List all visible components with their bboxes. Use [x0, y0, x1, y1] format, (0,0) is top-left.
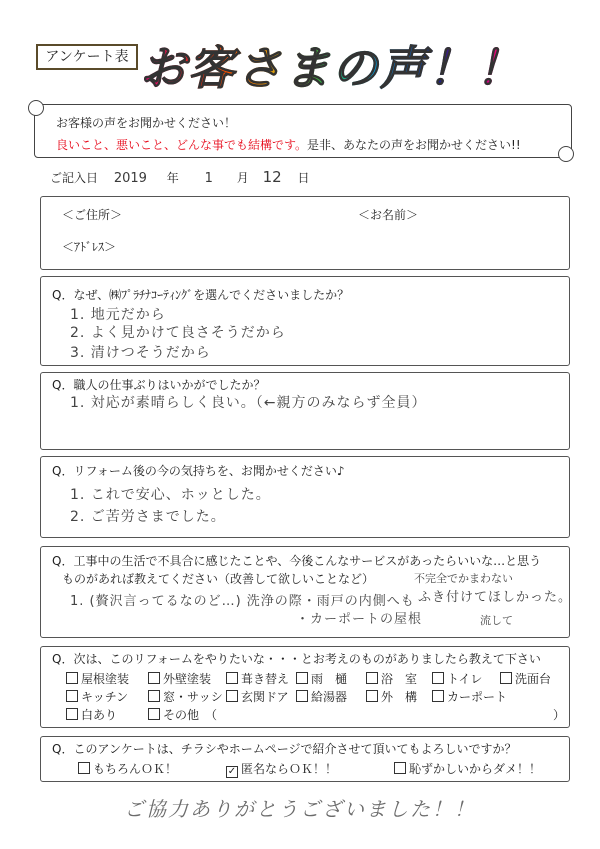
date-month: 1 [204, 171, 213, 186]
q5-option-wall-paint[interactable] [148, 670, 211, 687]
q5-option-label: 雨 樋 [311, 672, 348, 686]
q4-note-bottom: 流して [480, 614, 513, 627]
survey-label: アンケート表 [36, 44, 138, 70]
email-label: ＜ｱﾄﾞﾚｽ＞ [62, 240, 117, 254]
intro-line-2 [56, 136, 521, 153]
q5-option-label: カーポート [447, 690, 508, 704]
q5-option-label: 白あり [81, 708, 118, 722]
q3-answer-2: 2. ご苦労さまでした。 [70, 509, 226, 525]
q5-option-toilet[interactable] [432, 670, 482, 687]
q5-option-label: 浴 室 [381, 672, 418, 686]
checkbox-icon [394, 762, 406, 774]
intro-line-2-red: 良いこと、悪いこと、どんな事でも結構です。 [56, 138, 308, 152]
q1-answer-1: 1. 地元だから [70, 307, 166, 323]
q5-option-water-heater[interactable] [296, 688, 347, 705]
q1-answer-3: 3. 清けつそうだから [70, 345, 211, 361]
q5-option-label: トイレ [447, 672, 483, 686]
q5-option-label: キッチン [81, 690, 129, 704]
q4-note-right: ふき付けてほしかった。 [418, 590, 573, 605]
q5-option-gutter[interactable] [296, 670, 347, 687]
q5-option-label: 外壁塗装 [163, 672, 212, 686]
checkbox-icon [66, 672, 78, 684]
entry-date [50, 168, 310, 186]
q4-answer-main: 1. (贅沢言ってるなのど…) 洗浄の際・雨戸の内側へも [70, 594, 415, 609]
q6-option-label: 匿名ならＯＫ！！ [241, 762, 338, 776]
q4-question-line-1: Q．工事中の生活で不具合に感じたことや、今後こんなサービスがあったらいいな…と思う [52, 554, 542, 568]
q5-option-label: その他 （ ） [163, 708, 566, 722]
q5-option-kitchen[interactable] [66, 688, 128, 705]
page-title: お客さまの声！！ [140, 38, 524, 98]
q5-option-washstand[interactable] [500, 670, 551, 687]
q6-option-no[interactable] [394, 760, 541, 777]
q3-question: Q．リフォーム後の今の気持ちを、お聞かせください♪ [52, 464, 345, 478]
q6-question: Q．このアンケートは、チラシやホームページで紹介させて頂いてもよろしいですか？ [52, 742, 517, 756]
checkbox-icon [432, 672, 444, 684]
q5-option-label: 窓・サッシ [163, 690, 223, 704]
name-label: ＜お名前＞ [358, 208, 419, 222]
q4-note-top: 不完全でかまわない [414, 572, 513, 585]
q4-answer-sub: ・カーポートの屋根 [296, 612, 423, 627]
checkbox-icon [366, 690, 378, 702]
q5-option-label: 外 構 [381, 690, 418, 704]
q5-option-roof-paint[interactable] [66, 670, 129, 687]
checkbox-icon [296, 672, 308, 684]
q6-option-ok[interactable] [78, 760, 177, 777]
scroll-curl-right [558, 146, 574, 162]
q6-option-anonymous-ok[interactable] [226, 760, 337, 778]
checkbox-checked-icon: ✓ [227, 766, 237, 777]
checkbox-icon [226, 672, 238, 684]
q5-option-carport[interactable] [432, 688, 507, 705]
date-day: 12 [262, 168, 282, 186]
q5-option-reroof[interactable] [226, 670, 289, 687]
q5-option-label: 玄関ドア [241, 690, 289, 704]
q5-option-label: 給湯器 [311, 690, 348, 704]
intro-line-2-black: 是非、あなたの声をお聞かせください!! [307, 138, 521, 152]
q5-option-label: 葺き替え [241, 672, 290, 686]
checkbox-icon [500, 672, 512, 684]
checkbox-icon [226, 690, 238, 702]
q2-question: Q．職人の仕事ぶりはいかがでしたか？ [52, 378, 266, 392]
date-month-label: 月 [236, 171, 249, 185]
checkbox-icon [78, 762, 90, 774]
q5-question: Q．次は、このリフォームをやりたいな・・・とお考えのものがありましたら教えて下さい [52, 652, 541, 666]
checkbox-icon [148, 690, 160, 702]
scroll-curl-left [28, 100, 44, 116]
date-prefix: ご記入日 [50, 171, 99, 185]
checkbox-icon [66, 708, 78, 720]
date-year-label: 年 [166, 171, 179, 185]
q4-question-line-2: ものがあれば教えてください（改善して欲しいことなど） [62, 572, 375, 586]
q5-option-door[interactable] [226, 688, 289, 705]
intro-line-1: お客様の声をお聞かせください！ [56, 116, 237, 130]
q3-answer-1: 1. これで安心、ホッとした。 [70, 487, 271, 503]
q5-option-bath[interactable] [366, 670, 417, 687]
q5-option-label: 洗面台 [515, 672, 552, 686]
q2-answer: 1. 対応が素晴らしく良い。（←親方のみならず全員） [70, 395, 427, 411]
address-label: ＜ご住所＞ [62, 208, 123, 222]
date-day-label: 日 [297, 171, 310, 185]
q5-option-window[interactable] [148, 688, 223, 705]
q5-option-exterior[interactable] [366, 688, 417, 705]
checkbox-icon [432, 690, 444, 702]
date-year: 2019 [113, 171, 147, 186]
checkbox-icon [366, 672, 378, 684]
checkbox-icon [66, 690, 78, 702]
q1-question: Q．なぜ、㈱ﾌﾟﾗﾁﾅｺｰﾃｨﾝｸﾞを選んでくださいましたか？ [52, 288, 350, 302]
checkbox-icon [148, 672, 160, 684]
q5-option-label: 屋根塗装 [81, 672, 130, 686]
q6-option-label: もちろんＯＫ！ [93, 762, 178, 776]
q6-option-label: 恥ずかしいからダメ！！ [409, 762, 542, 776]
q5-option-other[interactable] [148, 706, 565, 723]
checkbox-icon [296, 690, 308, 702]
q1-answer-2: 2. よく見かけて良さそうだから [70, 325, 286, 341]
checkbox-icon [148, 708, 160, 720]
q5-option-termite[interactable] [66, 706, 117, 723]
thanks-message: ご協力ありがとうございました！！ [124, 797, 476, 821]
